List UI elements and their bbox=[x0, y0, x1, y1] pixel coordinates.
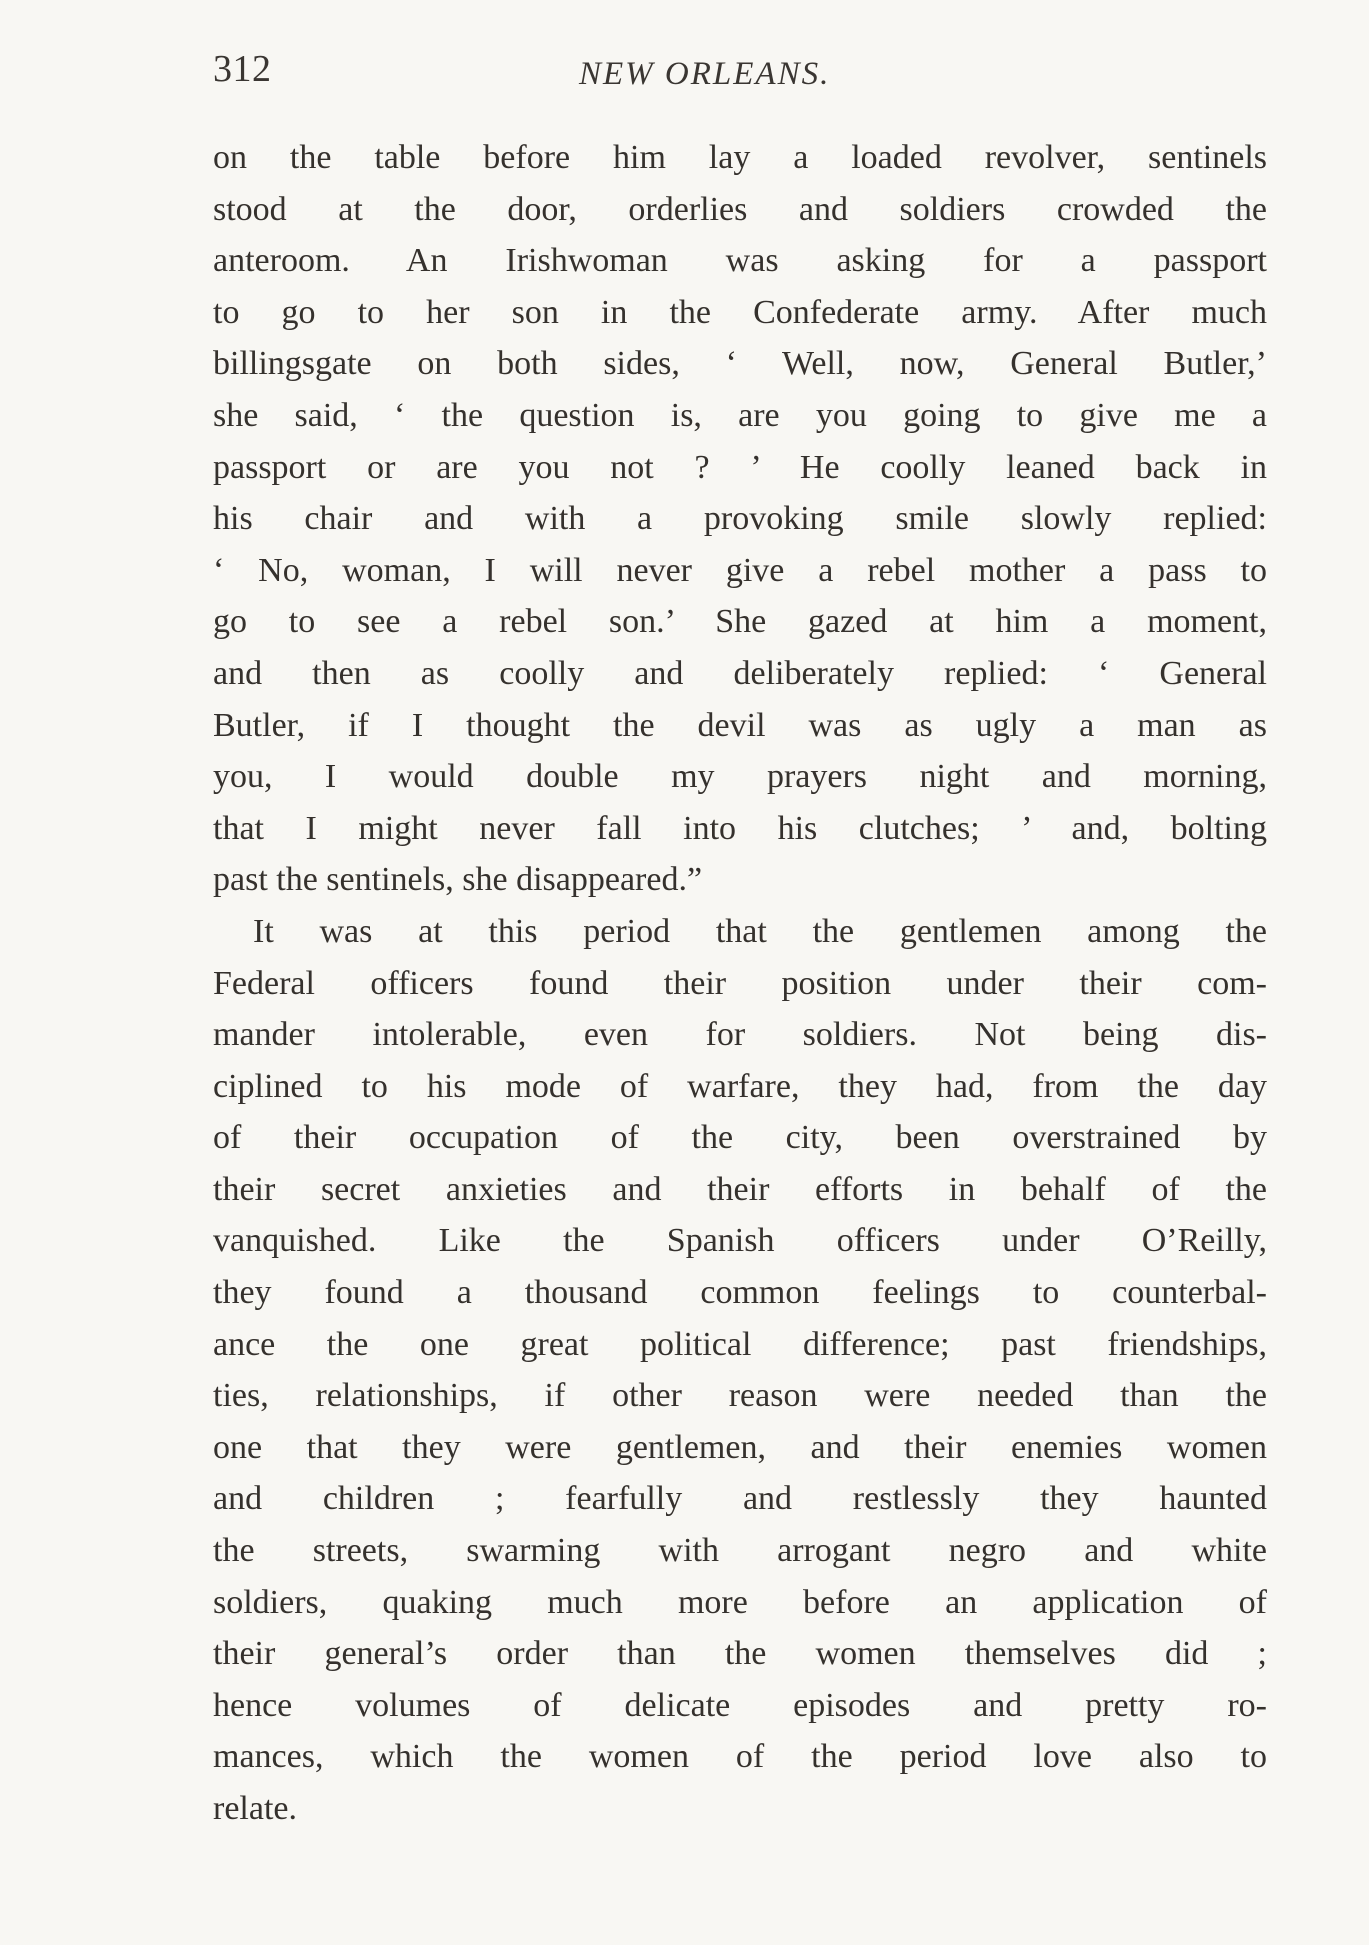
text-line: their general’s order than the women themselves did ; bbox=[213, 1635, 1267, 1673]
text-line: that I might never fall into his clutches; ’ and, bolting bbox=[213, 809, 1267, 847]
text-line: mances, which the women of the period love also to bbox=[213, 1738, 1267, 1776]
text-line: stood at the door, orderlies and soldiers crowded the bbox=[213, 190, 1267, 228]
text-line: mander intolerable, even for soldiers. Not being dis- bbox=[213, 1016, 1267, 1054]
text-line: and children ; fearfully and restlessly they haunted bbox=[213, 1480, 1267, 1518]
text-line: their secret anxieties and their efforts in behalf of the bbox=[213, 1170, 1267, 1208]
running-title: NEW ORLEANS. bbox=[579, 56, 831, 92]
text-line: soldiers, quaking much more before an application of bbox=[213, 1583, 1267, 1621]
text-line: you, I would double my prayers night and morning, bbox=[213, 758, 1267, 796]
text-line: the streets, swarming with arrogant negro and white bbox=[213, 1532, 1267, 1570]
text-line: ties, relationships, if other reason were needed than the bbox=[213, 1377, 1267, 1415]
text-line: Federal officers found their position under their com- bbox=[213, 964, 1267, 1002]
text-line: ‘ No, woman, I will never give a rebel mother a pass to bbox=[213, 551, 1267, 589]
text-line: and then as coolly and deliberately replied: ‘ General bbox=[213, 654, 1267, 692]
paragraph-end-line: relate. bbox=[213, 1790, 297, 1827]
text-line: anteroom. An Irishwoman was asking for a passport bbox=[213, 242, 1267, 280]
text-line: billingsgate on both sides, ‘ Well, now, General Butler,’ bbox=[213, 345, 1267, 383]
text-line: ance the one great political difference; past friendships, bbox=[213, 1325, 1267, 1363]
body-text bbox=[213, 132, 1267, 1835]
text-line: passport or are you not ? ’ He coolly leaned back in bbox=[213, 448, 1267, 486]
text-line: they found a thousand common feelings to counterbal- bbox=[213, 1274, 1267, 1312]
text-line: on the table before him lay a loaded revolver, sentinels bbox=[213, 139, 1267, 176]
text-line: one that they were gentlemen, and their enemies women bbox=[213, 1428, 1267, 1466]
text-line: of their occupation of the city, been overstrained by bbox=[213, 1119, 1267, 1157]
text-line: to go to her son in the Confederate army. After much bbox=[213, 293, 1267, 331]
page-number: 312 bbox=[213, 48, 272, 90]
text-line: Butler, if I thought the devil was as ugly a man as bbox=[213, 706, 1267, 744]
paragraph-end-line: past the sentinels, she disappeared.” bbox=[213, 861, 703, 899]
text-line: vanquished. Like the Spanish officers under O’Reilly, bbox=[213, 1222, 1267, 1260]
paragraph-first-line: It was at this period that the gentlemen among the bbox=[253, 912, 1267, 950]
text-line: she said, ‘ the question is, are you going to give me a bbox=[213, 396, 1267, 434]
text-line: ciplined to his mode of warfare, they had, from the day bbox=[213, 1067, 1267, 1105]
text-line: his chair and with a provoking smile slowly replied: bbox=[213, 500, 1267, 538]
text-line: go to see a rebel son.’ She gazed at him a moment, bbox=[213, 603, 1267, 641]
text-line: hence volumes of delicate episodes and pretty ro- bbox=[213, 1686, 1267, 1724]
